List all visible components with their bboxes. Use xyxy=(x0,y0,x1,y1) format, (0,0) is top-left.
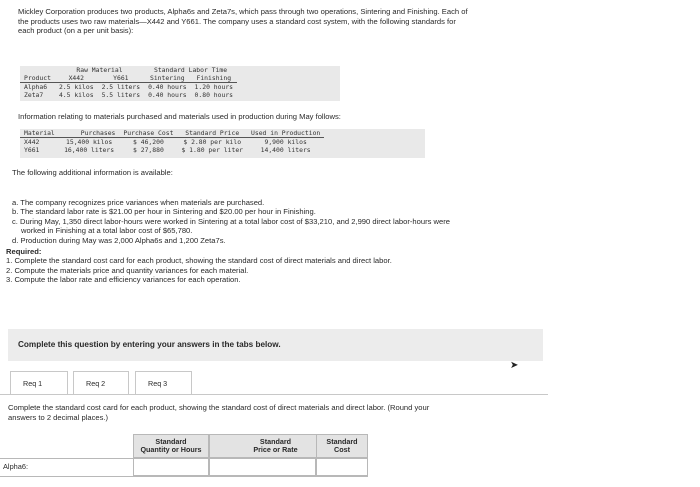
alpha6-row-label: Alpha6: xyxy=(3,462,29,471)
intro-line-1: Mickley Corporation produces two products, Alpha6s and Zeta7s, which pass through two operations, Sintering and Finishing. Each of xyxy=(18,7,468,16)
instruction-banner xyxy=(8,329,543,361)
table-cell: 2.5 liters xyxy=(101,83,141,91)
table-cell: 14,400 liters xyxy=(260,146,311,154)
table-row xyxy=(20,91,237,99)
required-section xyxy=(6,247,576,285)
mat-col-purchase-cost: Purchase Cost xyxy=(119,129,177,138)
tab-req-3[interactable] xyxy=(135,371,192,395)
table-row xyxy=(20,83,237,92)
tab-req-2[interactable] xyxy=(73,371,129,395)
mouse-cursor-icon: ➤ xyxy=(510,360,519,371)
labor-time-group-header: Standard Labor Time xyxy=(153,66,228,74)
table-cell: 16,400 liters xyxy=(64,146,115,154)
table-cell: $ 27,880 xyxy=(133,146,164,154)
col-standard-price: Standard Price or Rate xyxy=(235,434,316,458)
table-cell: 0.80 hours xyxy=(194,91,234,99)
table-row xyxy=(20,146,324,154)
alpha6-price-input[interactable] xyxy=(209,458,316,476)
table-row xyxy=(20,138,324,147)
table-cell: 15,400 kilos xyxy=(66,138,113,146)
list-item: worked in Finishing at a total labor cost of $65,780. xyxy=(21,226,193,236)
mat-col-standard-price: Standard Price xyxy=(177,129,247,138)
list-item: b. The standard labor rate is $21.00 per hour in Sintering and $20.00 per hour in Finishing. xyxy=(12,207,316,217)
materials-table xyxy=(20,129,324,154)
alpha6-quantity-input[interactable] xyxy=(133,458,209,476)
col-standard-cost: Standard Cost xyxy=(316,434,368,458)
std-col-sintering: Sintering xyxy=(144,74,190,83)
list-item: 3. Compute the labor rate and efficiency variances for each operation. xyxy=(6,275,241,285)
table-cell: 1.20 hours xyxy=(194,83,234,91)
table-cell: 4.5 kilos xyxy=(58,91,94,99)
list-item: c. During May, 1,350 direct labor-hours were worked in Sintering at a total labor cost of $33,210, and 2,990 direct labor-hours were xyxy=(12,216,451,226)
table-cell: 0.40 hours xyxy=(148,83,187,91)
raw-material-group-header: Raw Material xyxy=(76,66,123,74)
std-col-y661: Y661 xyxy=(98,74,144,83)
table-cell: $ 46,200 xyxy=(133,138,164,146)
required-title: Required: xyxy=(6,247,42,256)
list-item: a. The company recognizes price variances when materials are purchased. xyxy=(12,198,265,207)
tab-req-1[interactable] xyxy=(10,371,68,395)
list-item: 2. Compute the materials price and quantity variances for each material. xyxy=(6,265,249,275)
table-cell: 9,900 kilos xyxy=(264,138,307,146)
list-item: d. Production during May was 2,000 Alpha6s and 1,200 Zeta7s. xyxy=(12,235,226,245)
table-cell: $ 1.80 per liter xyxy=(181,146,244,154)
instruction-line-2: answers to 2 decimal places.) xyxy=(8,412,109,422)
mat-col-material: Material xyxy=(20,129,59,138)
materials-intro: Information relating to materials purchased and materials used in production during May follows: xyxy=(18,112,341,121)
panel-instruction xyxy=(8,403,553,422)
table-cell: Alpha6 xyxy=(24,83,48,91)
tab-label: Req 3 xyxy=(148,378,168,388)
table-cell: $ 2.80 per kilo xyxy=(183,138,242,146)
intro-paragraph xyxy=(18,7,578,36)
alpha6-cost-input[interactable] xyxy=(316,458,368,476)
list-item: 1. Complete the standard cost card for each product, showing the standard cost of direct materials and direct labor. xyxy=(6,256,392,266)
std-col-product: Product xyxy=(20,74,55,83)
table-cell: 2.5 kilos xyxy=(58,83,94,91)
intro-line-2: the products uses two raw materials—X442 and Y661. The company uses a standard cost system, with the following standards for xyxy=(18,16,456,26)
additional-intro: The following additional information is available: xyxy=(12,168,173,177)
additional-list xyxy=(12,198,582,245)
instruction-line-1: Complete the standard cost card for each product, showing the standard cost of direct materials and direct labor. (Round your xyxy=(8,403,430,412)
table-cell: Y661 xyxy=(24,146,40,154)
table-cell: 0.40 hours xyxy=(148,91,187,99)
mat-col-purchases: Purchases xyxy=(59,129,120,138)
std-col-finishing: Finishing xyxy=(191,74,237,83)
tab-label: Req 1 xyxy=(23,378,43,388)
banner-text: Complete this question by entering your answers in the tabs below. xyxy=(18,340,281,349)
table-cell: 5.5 liters xyxy=(101,91,141,99)
intro-line-3: each product (on a per unit basis): xyxy=(18,26,134,35)
mat-col-used: Used in Production xyxy=(247,129,324,138)
std-col-x442: X442 xyxy=(55,74,98,83)
table-cell: Zeta7 xyxy=(24,91,44,99)
col-standard-quantity: Standard Quantity or Hours xyxy=(133,434,209,458)
standards-table xyxy=(20,66,237,99)
tab-label: Req 2 xyxy=(86,378,106,388)
table-cell: X442 xyxy=(24,138,40,146)
table-row xyxy=(0,476,368,487)
